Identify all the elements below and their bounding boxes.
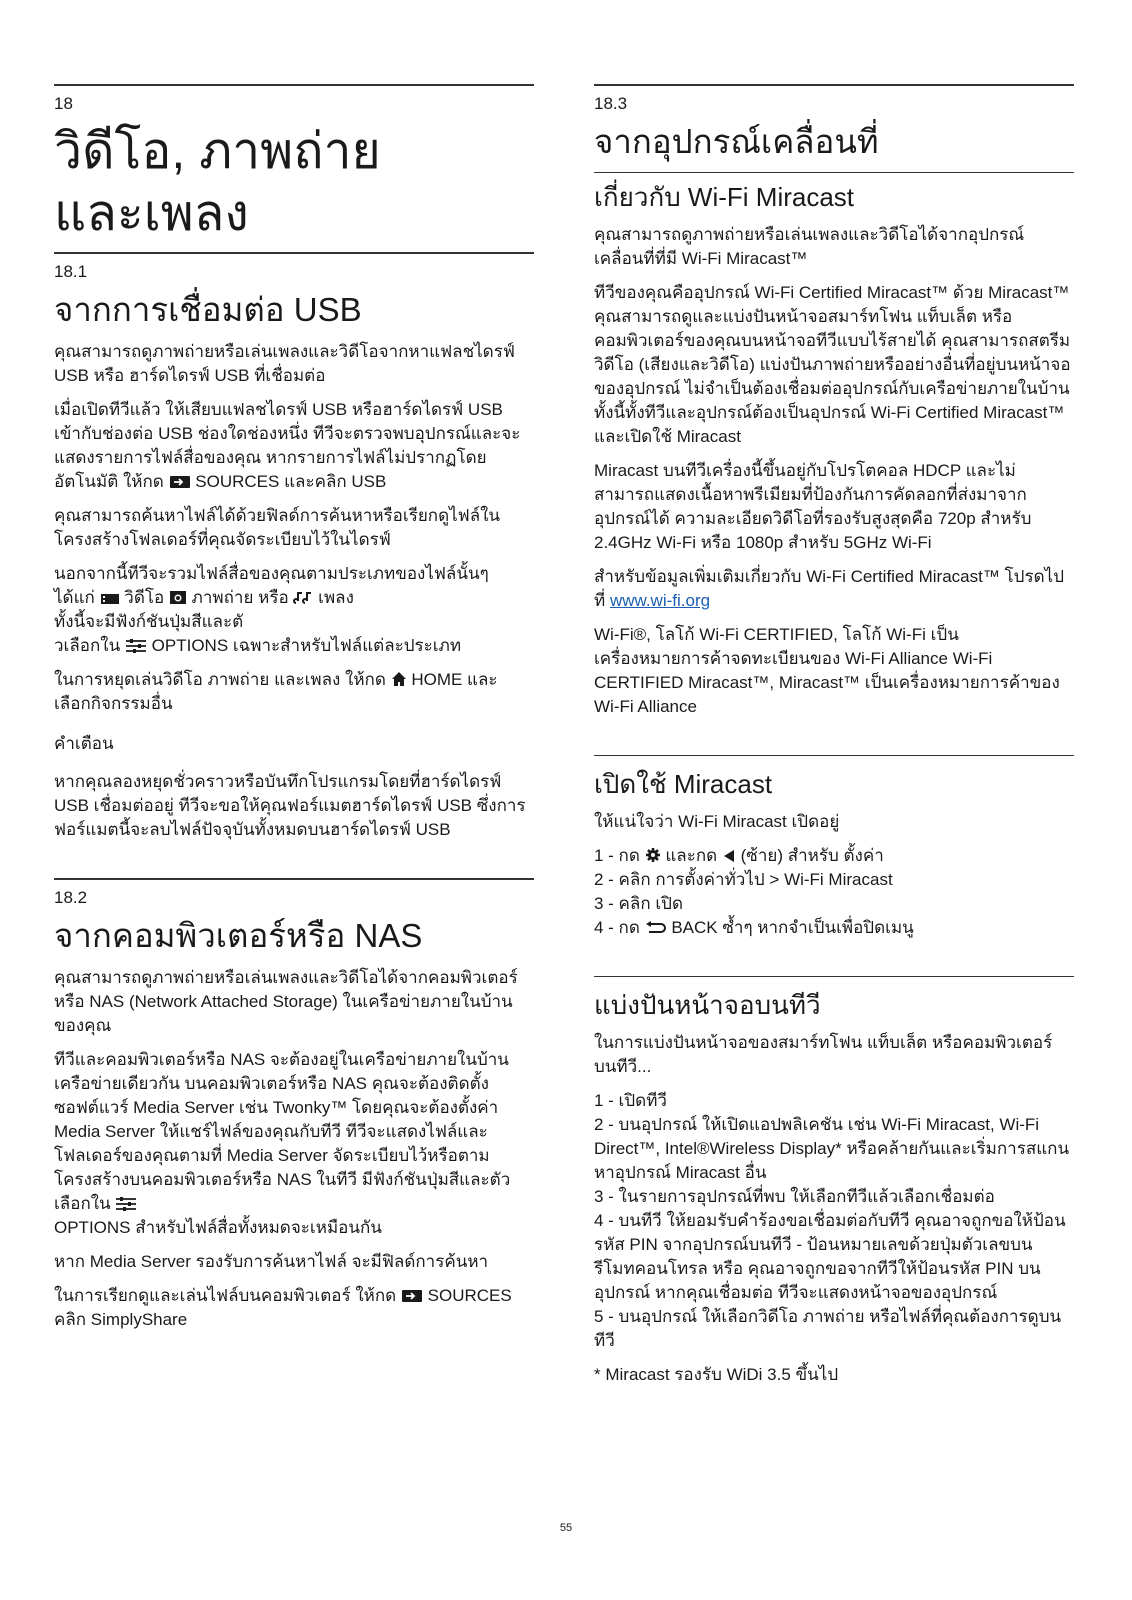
nas-p4-b: SOURCES คลิก SimplyShare <box>54 1286 512 1329</box>
about-paragraph-4 <box>594 565 1074 613</box>
section-rule <box>54 252 534 254</box>
warning-label: คำเตือน <box>54 734 114 753</box>
options-icon <box>125 639 147 653</box>
page-number: 55 <box>559 1522 573 1534</box>
chapter-title-line-1: วิดีโอ, ภาพถ่าย <box>54 123 381 179</box>
usb-p5-b: HOME และเลือกกิจกรรมอื่น <box>54 670 498 713</box>
subsection-rule-share <box>594 976 1074 977</box>
step4-a: 4 - กด <box>594 918 645 937</box>
share-step-1: 1 - เปิดทีวี <box>594 1091 667 1110</box>
step1-b: และกด <box>660 846 722 865</box>
step4-b: BACK ซ้ำๆ หากจำเป็นเพื่อปิดเมนู <box>666 918 914 937</box>
subsection-title-enable: เปิดใช้ Miracast <box>594 769 773 799</box>
section-number-nas: 18.2 <box>54 888 88 907</box>
enable-paragraph-1: ให้แน่ใจว่า Wi-Fi Miracast เปิดอยู่ <box>594 812 840 831</box>
subsection-title-share: แบ่งปันหน้าจอบนทีวี <box>594 990 821 1020</box>
section-title-usb: จากการเชื่อมต่อ USB <box>54 291 362 328</box>
usb-p4-video: วิดีโอ <box>119 588 169 607</box>
back-icon <box>645 921 667 935</box>
section-number: 18.1 <box>54 262 88 281</box>
section-number-mobile: 18.3 <box>594 94 628 113</box>
share-step-2: 2 - บนอุปกรณ์ ให้เปิดแอปพลิเคชัน เช่น Wi-Fi Miracast, Wi-Fi Direct™, Intel®Wireless Display* หรือคล้ายกันและเริ่มการสแกนหาอุปกรณ์ Miracast อื่น <box>594 1115 1070 1182</box>
sources-icon <box>401 1289 423 1303</box>
about-paragraph-2: ทีวีของคุณคืออุปกรณ์ Wi-Fi Certified Miracast™ ด้วย Miracast™ คุณสามารถดูและแบ่งปันหน้าจอสมาร์ทโฟน แท็บเล็ต หรือคอมพิวเตอร์ของคุณบนหน้าจอทีวีแบบไร้สายได้ คุณสามารถสตรีมวิดีโอ (เสียงและวิดีโอ) แบ่งปันภาพถ่ายหรืออย่างอื่นที่อยู่บนหน้าจอของอุปกรณ์ ไม่จำเป็นต้องเชื่อมต่ออุปกรณ์กับเครือข่ายภายในบ้าน ทั้งนี้ทั้งทีวีและอุปกรณ์ต้องเป็นอุปกรณ์ Wi-Fi Certified Miracast™ และเปิดใช้ Miracast <box>594 283 1071 446</box>
nas-paragraph-3: หาก Media Server รองรับการค้นหาไฟล์ จะมีฟิลด์การค้นหา <box>54 1252 489 1271</box>
nas-p4-a: ในการเรียกดูและเล่นไฟล์บนคอมพิวเตอร์ ให้กด <box>54 1286 401 1305</box>
share-step-4: 4 - บนทีวี ให้ยอมรับคำร้องขอเชื่อมต่อกับทีวี คุณอาจถูกขอให้ป้อนรหัส PIN จากอุปกรณ์บนทีวี - ป้อนหมายเลขด้วยปุ่มตัวเลขบนรีโมทคอนโทรล หรือ คุณอาจถูกขอจากทีวีให้ป้อนรหัส PIN บนอุปกรณ์ หากคุณเชื่อมต่อ ทีวีจะแสดงหน้าจอของอุปกรณ์ <box>594 1211 1066 1302</box>
usb-p4-photo: ภาพถ่าย หรือ <box>186 588 294 607</box>
about-paragraph-3: Miracast บนทีวีเครื่องนี้ขึ้นอยู่กับโปรโตคอล HDCP และไม่สามารถแสดงเนื้อหาพรีเมียมที่ป้องกันการคัดลอกที่ส่งมาจากอุปกรณ์ได้ ความละเอียดวิดีโอที่รองรับสูงสุดคือ 720p สำหรับ 2.4GHz Wi-Fi หรือ 1080p สำหรับ 5GHz Wi-Fi <box>594 461 1032 552</box>
nas-paragraph-2 <box>54 1048 534 1240</box>
usb-paragraph-2 <box>54 398 534 494</box>
usb-p4-a: นอกจากนี้ทีวีจะรวมไฟล์สื่อของคุณตามประเภทของไฟล์นั้นๆ ได้แก่ <box>54 564 489 607</box>
nas-paragraph-4 <box>54 1284 534 1332</box>
usb-p4-d: OPTIONS เฉพาะสำหรับไฟล์แต่ละประเภท <box>146 636 462 655</box>
share-note: * Miracast รองรับ WiDi 3.5 ขึ้นไป <box>594 1365 839 1384</box>
subsection-title-about: เกี่ยวกับ Wi-Fi Miracast <box>594 182 855 212</box>
share-step-5: 5 - บนอุปกรณ์ ให้เลือกวิดีโอ ภาพถ่าย หรือไฟล์ที่คุณต้องการดูบนทีวี <box>594 1307 1062 1350</box>
chapter-title-line-2: และเพลง <box>54 185 249 241</box>
about-paragraph-1: คุณสามารถดูภาพถ่ายหรือเล่นเพลงและวิดีโอได้จากอุปกรณ์เคลื่อนที่ที่มี Wi-Fi Miracast™ <box>594 225 1025 268</box>
wifi-org-link[interactable]: www.wi-fi.org <box>609 591 711 610</box>
share-steps <box>594 1089 1074 1353</box>
step1-a: 1 - กด <box>594 846 645 865</box>
options-icon <box>115 1197 137 1211</box>
about-paragraph-5: Wi-Fi®, โลโก้ Wi-Fi CERTIFIED, โลโก้ Wi-Fi เป็นเครื่องหมายการค้าจดทะเบียนของ Wi-Fi Alliance Wi-Fi CERTIFIED Miracast™, Miracast™ เป็นเครื่องหมายการค้าของ Wi-Fi Alliance <box>594 625 1060 716</box>
usb-paragraph-5 <box>54 668 534 716</box>
usb-p4-b: ทั้งนี้จะมีฟังก์ชันปุ่มสีและตั <box>54 612 244 631</box>
music-icon <box>293 591 313 605</box>
enable-steps <box>594 844 1074 940</box>
usb-paragraph-3: คุณสามารถค้นหาไฟล์ได้ด้วยฟิลด์การค้นหาหรือเรียกดูไฟล์ในโครงสร้างโฟลเดอร์ที่คุณจัดระเบียบไว้ในไดรฟ์ <box>54 506 501 549</box>
photo-icon <box>169 589 187 605</box>
section-title-nas: จากคอมพิวเตอร์หรือ NAS <box>54 917 423 954</box>
usb-p4-c: วเลือกใน <box>54 636 125 655</box>
step1-c: (ซ้าย) สำหรับ ตั้งค่า <box>735 846 884 865</box>
usb-paragraph-4 <box>54 562 534 658</box>
warning-paragraph: หากคุณลองหยุดชั่วคราวหรือบันทึกโปรแกรมโดยที่ฮาร์ดไดรฟ์ USB เชื่อมต่ออยู่ ทีวีจะขอให้คุณฟอร์แมตฮาร์ดไดรฟ์ USB ซึ่งการฟอร์แมตนี้จะลบไฟล์ปัจจุบันทั้งหมดบนฮาร์ดไดรฟ์ USB <box>54 772 526 839</box>
video-icon <box>100 593 120 605</box>
step2: 2 - คลิก การตั้งค่าทั่วไป > Wi-Fi Miracast <box>594 870 893 889</box>
section-rule-nas <box>54 878 534 880</box>
about-p4-text: สำหรับข้อมูลเพิ่มเติมเกี่ยวกับ Wi-Fi Certified Miracast™ โปรดไปที่ <box>594 567 1064 610</box>
chapter-title <box>54 120 534 244</box>
home-icon <box>391 671 407 687</box>
usb-p5-a: ในการหยุดเล่นวิดีโอ ภาพถ่าย และเพลง ให้กด <box>54 670 391 689</box>
nas-paragraph-1: คุณสามารถดูภาพถ่ายหรือเล่นเพลงและวิดีโอได้จากคอมพิวเตอร์หรือ NAS (Network Attached Storage) ในเครือข่ายภายในบ้านของคุณ <box>54 968 518 1035</box>
gear-icon <box>645 847 661 863</box>
subsection-rule-enable <box>594 755 1074 756</box>
usb-paragraph-1: คุณสามารถดูภาพถ่ายหรือเล่นเพลงและวิดีโอจากหาแฟลชไดรฟ์ USB หรือ ฮาร์ดไดรฟ์ USB ที่เชื่อมต่อ <box>54 342 515 385</box>
share-step-3: 3 - ในรายการอุปกรณ์ที่พบ ให้เลือกทีวีแล้วเลือกเชื่อมต่อ <box>594 1187 995 1206</box>
left-column <box>54 84 534 1342</box>
left-arrow-icon <box>722 849 736 863</box>
usb-p2-end: SOURCES และคลิก USB <box>190 472 387 491</box>
nas-p2-a: ทีวีและคอมพิวเตอร์หรือ NAS จะต้องอยู่ในเครือข่ายภายในบ้านเครือข่ายเดียวกัน บนคอมพิวเตอร์หรือ NAS คุณจะต้องติดตั้งซอฟต์แวร์ Media Server เช่น Twonky™ โดยคุณจะต้องตั้งค่า Media Server ให้แชร์ไฟล์ของคุณกับทีวี ทีวีจะแสดงไฟล์และโฟลเดอร์ของคุณตามที่ Media Server จัดระเบียบไว้หรือตามโครงสร้างบนคอมพิวเตอร์หรือ NAS ในทีวี มีฟังก์ชันปุ่มสีและตัวเลือกใน <box>54 1050 511 1213</box>
section-rule-mobile <box>594 84 1074 86</box>
chapter-number: 18 <box>54 94 73 113</box>
chapter-rule <box>54 84 534 86</box>
usb-p2-text: เมื่อเปิดทีวีแล้ว ให้เสียบแฟลชไดรฟ์ USB หรือฮาร์ดไดรฟ์ USB เข้ากับช่องต่อ USB ช่องใดช่องหนึ่ง ทีวีจะตรวจพบอุปกรณ์และจะแสดงรายการไฟล์สื่อของคุณ หากรายการไฟล์ไม่ปรากฏโดยอัตโนมัติ ให้กด <box>54 400 521 491</box>
share-paragraph-1: ในการแบ่งปันหน้าจอของสมาร์ทโฟน แท็บเล็ต หรือคอมพิวเตอร์บนทีวี... <box>594 1033 1053 1076</box>
sources-icon <box>169 475 191 489</box>
section-title-mobile: จากอุปกรณ์เคลื่อนที่ <box>594 123 879 160</box>
step3: 3 - คลิก เปิด <box>594 894 684 913</box>
usb-p4-music: เพลง <box>313 588 354 607</box>
nas-p2-b: OPTIONS สำหรับไฟล์สื่อทั้งหมดจะเหมือนกัน <box>54 1218 382 1237</box>
subsection-rule-about <box>594 172 1074 173</box>
right-column <box>594 84 1074 1397</box>
